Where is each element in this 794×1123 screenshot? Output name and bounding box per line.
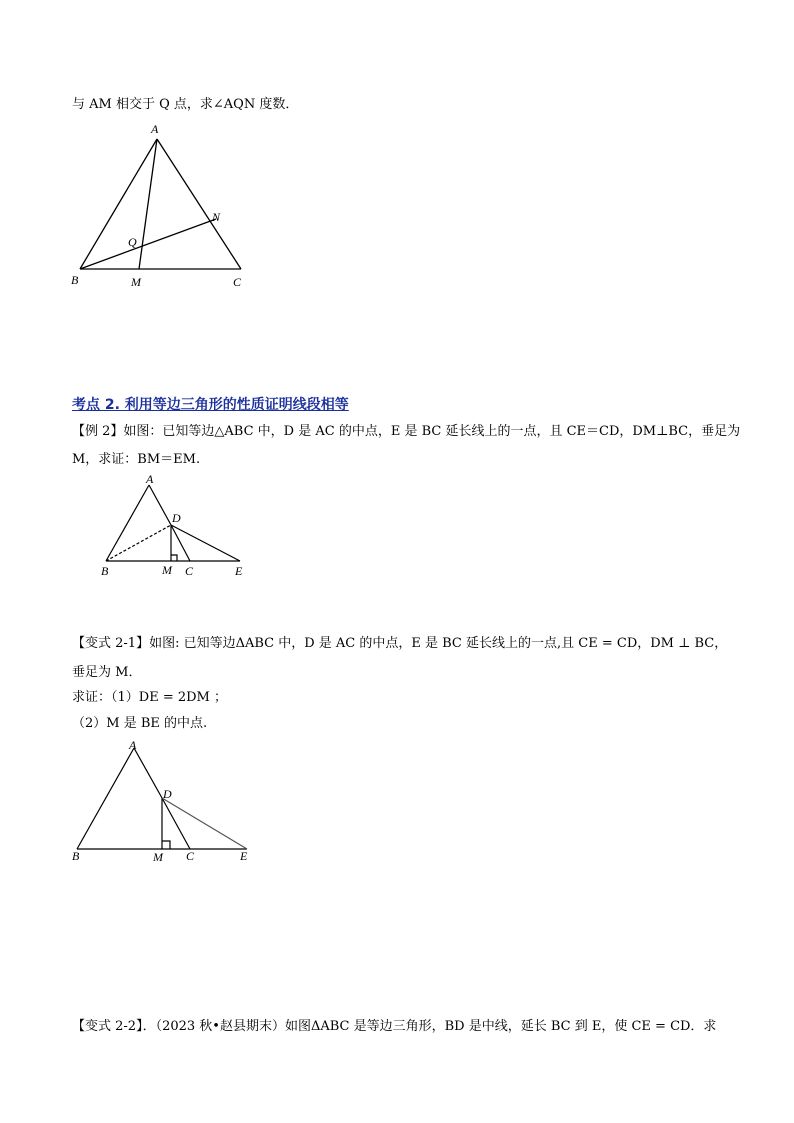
figure-triangle-aqn	[66, 118, 266, 298]
label-E: E	[240, 849, 248, 863]
variant21-line1: 【变式 2-1】如图: 已知等边ΔABC 中，D 是 AC 的中点，E 是 BC 延长线上的一点,且 CE = CD，DM ⊥ BC，	[72, 636, 728, 651]
label-M: M	[153, 850, 163, 864]
variant21-line4: （2）M 是 BE 的中点.	[72, 716, 208, 731]
variant21-line2: 垂足为 M．	[72, 665, 142, 680]
variant21-line3: 求证：（1）DE = 2DM ；	[72, 690, 227, 705]
label-C: C	[233, 275, 242, 289]
example2-line1: 【例 2】如图：已知等边△ABC 中，D 是 AC 的中点，E 是 BC 延长线上的一点，且 CE＝CD，DM⊥BC，垂足为	[72, 424, 741, 439]
variant22-line1: 【变式 2-2】．（2023 秋•赵县期末）如图ΔABC 是等边三角形，BD 是中线，延长 BC 到 E，使 CE = CD．求	[72, 1019, 717, 1034]
example2-line2: M，求证：BM＝EM.	[72, 452, 201, 467]
label-M: M	[162, 563, 172, 577]
label-A: A	[151, 122, 159, 136]
label-A: A	[146, 472, 154, 486]
label-C: C	[186, 849, 195, 863]
section-title: 考点 2. 利用等边三角形的性质证明线段相等	[72, 397, 349, 413]
label-A: A	[129, 738, 137, 752]
label-B: B	[72, 849, 80, 863]
label-D: D	[172, 511, 181, 525]
label-Q: Q	[128, 235, 137, 249]
figure-variant21	[66, 734, 266, 864]
label-M: M	[131, 275, 141, 289]
label-C: C	[185, 564, 194, 578]
problem-intro-line: 与 AM 相交于 Q 点，求∠AQN 度数．	[72, 97, 299, 112]
label-D: D	[163, 787, 172, 801]
figure-example2	[96, 470, 266, 580]
label-N: N	[212, 210, 221, 224]
label-B: B	[71, 273, 79, 287]
label-B: B	[101, 564, 109, 578]
label-E: E	[235, 564, 243, 578]
